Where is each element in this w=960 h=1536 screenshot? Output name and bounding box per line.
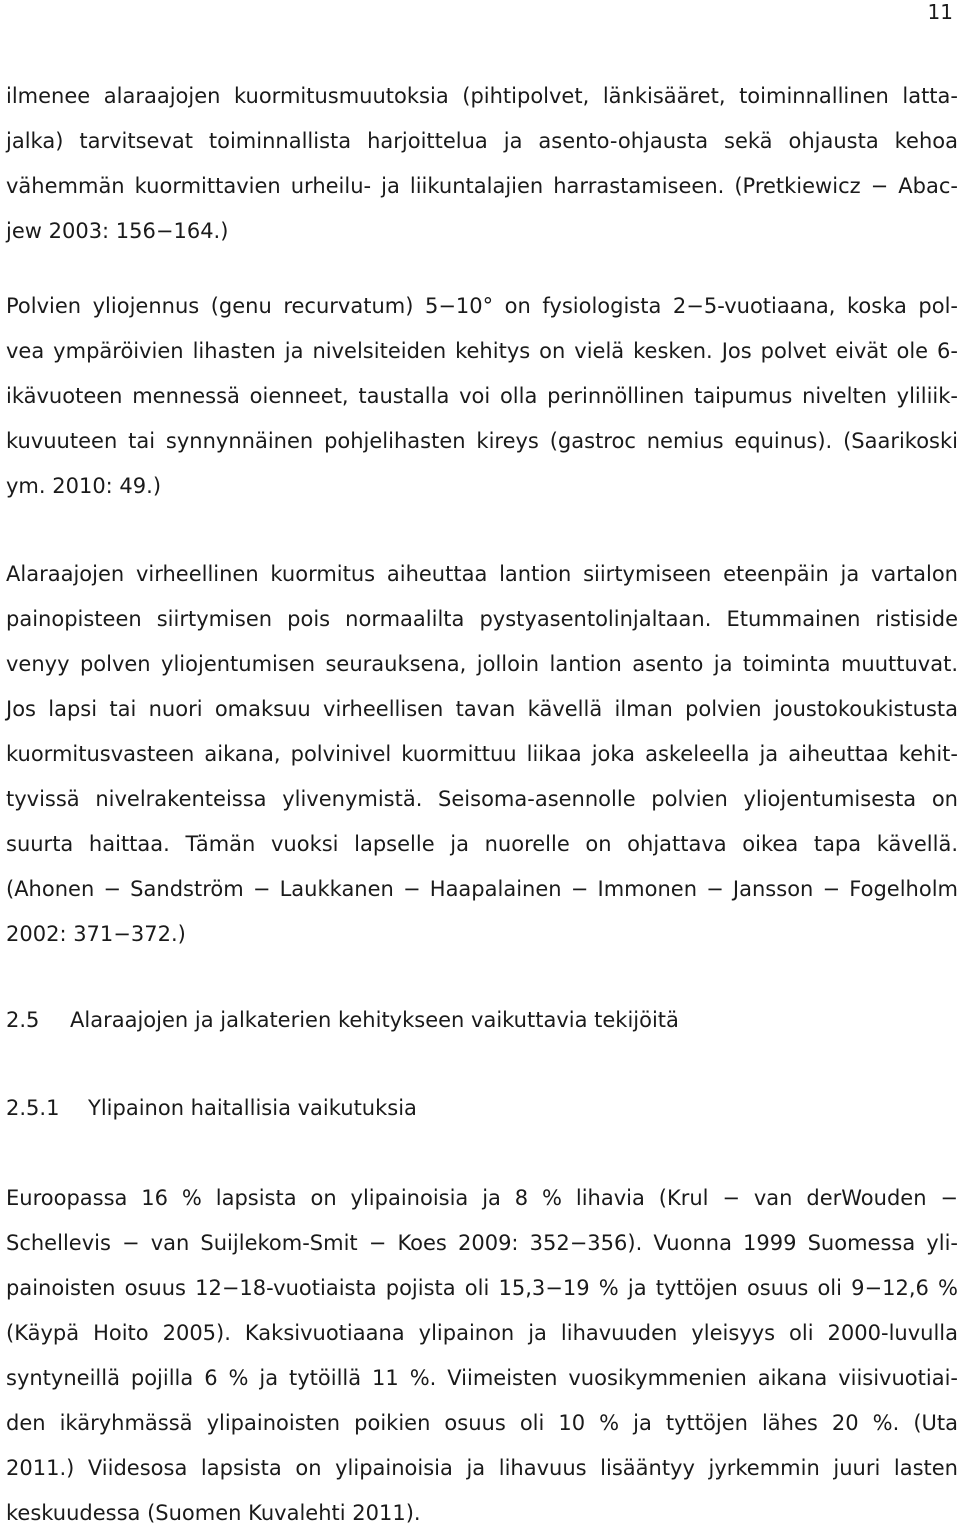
text-line: vähemmän kuormittavien urheilu- ja liikuntalajien harrastamiseen. (Pretkiewicz − Abac- [6,174,958,198]
text-line: Euroopassa 16 % lapsista on ylipainoisia ja 8 % lihavia (Krul − van derWouden − [6,1186,958,1210]
text-line: jew 2003: 156−164.) [6,219,229,243]
text-line: den ikäryhmässä ylipainoisten poikien osuus oli 10 % ja tyttöjen lähes 20 %. (Uta [6,1411,958,1435]
text-line: ikävuoteen mennessä oienneet, taustalla voi olla perinnöllinen taipumus nivelten yliliik- [6,384,958,408]
text-line: painopisteen siirtymisen pois normaalilta pystyasentolinjaltaan. Etummainen ristiside [6,607,958,631]
text-line: syntyneillä pojilla 6 % ja tytöillä 11 %. Viimeisten vuosikymmenien aikana viisivuotiai- [6,1366,958,1390]
text-line: venyy polven yliojentumisen seurauksena, jolloin lantion asento ja toiminta muuttuvat. [6,652,958,676]
text-line: keskuudessa (Suomen Kuvalehti 2011). [6,1501,421,1525]
text-line: 2011.) Viidesosa lapsista on ylipainoisia ja lihavuus lisääntyy jyrkemmin juuri lasten [6,1456,958,1480]
text-line: kuvuuteen tai synnynnäinen pohjelihasten kireys (gastroc nemius equinus). (Saarikoski [6,429,958,453]
section-heading-2-5-1 [6,1086,417,1131]
text-line: suurta haittaa. Tämän vuoksi lapselle ja nuorelle on ohjattava oikea tapa kävellä. [6,832,958,856]
text-line: jalka) tarvitsevat toiminnallista harjoittelua ja asento-ohjausta sekä ohjausta kehoa [6,129,958,153]
section-number: 2.5.1 [6,1096,60,1120]
paragraph-virheellinen-kuormitus [6,552,958,957]
section-title: Alaraajojen ja jalkaterien kehitykseen vaikuttavia tekijöitä [70,1008,679,1032]
text-line: Alaraajojen virheellinen kuormitus aiheuttaa lantion siirtymiseen eteenpäin ja vartalon [6,562,958,586]
paragraph-genu-recurvatum [6,284,958,509]
text-line: Jos lapsi tai nuori omaksuu virheellisen tavan kävellä ilman polvien joustokoukistusta [6,697,958,721]
section-title: Ylipainon haitallisia vaikutuksia [88,1096,417,1120]
section-heading-2-5 [6,998,679,1043]
text-line: 2002: 371−372.) [6,922,186,946]
text-line: vea ympäröivien lihasten ja nivelsiteiden kehitys on vielä kesken. Jos polvet eivät ole 6- [6,339,958,363]
text-line: (Ahonen − Sandström − Laukkanen − Haapalainen − Immonen − Jansson − Fogelholm [6,877,958,901]
text-line: tyvissä nivelrakenteissa ylivenymistä. Seisoma-asennolle polvien yliojentumisesta on [6,787,958,811]
text-line: (Käypä Hoito 2005). Kaksivuotiaana ylipainon ja lihavuuden yleisyys oli 2000-luvulla [6,1321,958,1345]
paragraph-ylipaino-tilastot [6,1176,958,1536]
section-number: 2.5 [6,1008,40,1032]
text-line: ym. 2010: 49.) [6,474,162,498]
text-line: Polvien yliojennus (genu recurvatum) 5−10° on fysiologista 2−5-vuotiaana, koska pol- [6,294,958,318]
text-line: Schellevis − van Suijlekom-Smit − Koes 2009: 352−356). Vuonna 1999 Suomessa yli- [6,1231,958,1255]
text-line: kuormitusvasteen aikana, polvinivel kuormittuu liikaa joka askeleella ja aiheuttaa kehit- [6,742,958,766]
page-number: 11 [927,0,953,24]
text-line: ilmenee alaraajojen kuormitusmuutoksia (pihtipolvet, länkisääret, toiminnallinen latta- [6,84,958,108]
text-line: painoisten osuus 12−18-vuotiaista pojista oli 15,3−19 % ja tyttöjen osuus oli 9−12,6 % [6,1276,958,1300]
paragraph-kuormitusmuutokset [6,74,958,254]
